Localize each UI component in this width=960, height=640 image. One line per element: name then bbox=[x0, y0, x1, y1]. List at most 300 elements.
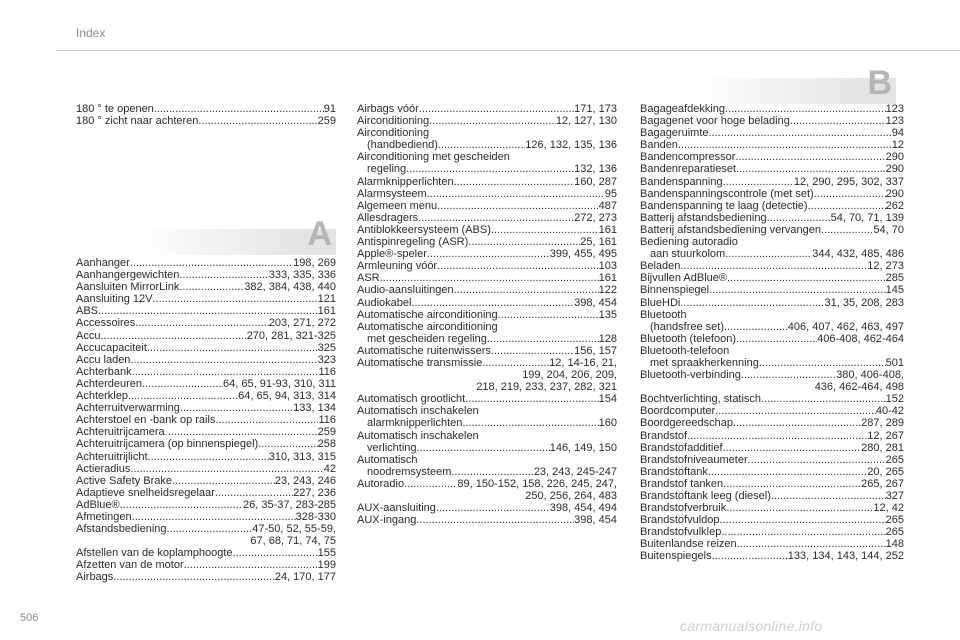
index-entry-pages: 89, 150-152, 158, 226, 245, 247, bbox=[457, 477, 617, 490]
index-entry-line bbox=[640, 369, 904, 381]
index-entry bbox=[640, 490, 904, 502]
index-entry-line bbox=[640, 248, 904, 260]
index-entry-pages: 54, 70 bbox=[873, 223, 904, 236]
index-entry-line bbox=[357, 478, 617, 490]
index-entry bbox=[357, 405, 617, 429]
index-entry-label: Automatisch grootlicht bbox=[357, 393, 466, 406]
index-entry-line bbox=[76, 330, 336, 342]
index-entry-pages: 399, 455, 495 bbox=[549, 248, 617, 261]
index-entry bbox=[640, 151, 904, 163]
index-entry bbox=[357, 200, 617, 212]
index-entry-line bbox=[76, 317, 336, 329]
index-entry-pages: 280, 281 bbox=[861, 441, 904, 454]
index-entry-line bbox=[357, 103, 617, 115]
index-entry bbox=[76, 354, 336, 366]
index-entry-pages: 95 bbox=[604, 187, 617, 200]
index-entry-title: Bluetooth-telefoon bbox=[640, 344, 730, 357]
index-entry-label: Achterruitverwarming bbox=[76, 402, 180, 415]
index-entry-pages: 24, 170, 177 bbox=[274, 571, 336, 584]
index-entry bbox=[640, 345, 904, 369]
dot-leader bbox=[130, 463, 323, 475]
page-number: 506 bbox=[20, 612, 39, 624]
dot-leader bbox=[736, 163, 886, 175]
dot-leader bbox=[708, 466, 867, 478]
dot-leader bbox=[179, 281, 244, 293]
index-entry bbox=[640, 224, 904, 236]
index-entry bbox=[640, 284, 904, 296]
index-entry-pages: 135 bbox=[598, 308, 617, 321]
index-entry-line bbox=[76, 293, 336, 305]
index-entry-line bbox=[640, 188, 904, 200]
index-entry-pages: 258 bbox=[317, 438, 336, 451]
index-entry-label: Brandstoftank bbox=[640, 465, 708, 478]
dot-leader bbox=[725, 103, 886, 115]
index-entry-line bbox=[357, 224, 617, 236]
index-entry-line bbox=[640, 333, 904, 345]
index-column-1 bbox=[76, 257, 336, 584]
index-entry-line bbox=[640, 478, 904, 490]
index-entry-label: Bluetooth (telefoon) bbox=[640, 332, 737, 345]
index-entry-pages: 128 bbox=[598, 332, 617, 345]
dot-leader bbox=[215, 487, 293, 499]
index-entry-pages: 12, 273 bbox=[867, 260, 904, 273]
index-entry-label: AUX-aansluiting bbox=[357, 502, 436, 515]
dot-leader bbox=[148, 451, 269, 463]
index-entry-line bbox=[640, 212, 904, 224]
index-entry-pages: 12, 267 bbox=[867, 429, 904, 442]
index-entry bbox=[76, 451, 336, 463]
index-entry-pages: 156, 157 bbox=[574, 344, 617, 357]
dot-leader bbox=[215, 414, 318, 426]
index-entry-line bbox=[76, 103, 336, 115]
index-entry-line bbox=[357, 357, 617, 369]
index-entry-line bbox=[76, 281, 336, 293]
index-entry bbox=[76, 487, 336, 499]
watermark: carmanualsonline.info bbox=[680, 618, 823, 634]
dot-leader bbox=[733, 417, 861, 429]
index-entry-title: Bediening autoradio bbox=[640, 236, 738, 249]
index-entry-label: Bandenspanning te laag (detectie) bbox=[640, 199, 808, 212]
index-entry bbox=[76, 342, 336, 354]
index-entry-label: Binnenspiegel bbox=[640, 284, 710, 297]
dot-leader bbox=[723, 478, 861, 490]
index-entry-pages: 152 bbox=[885, 393, 904, 406]
dot-leader bbox=[736, 333, 817, 345]
index-entry-pages: 327 bbox=[885, 490, 904, 502]
index-entry-label: Buitenlandse reizen bbox=[640, 538, 737, 551]
dot-leader bbox=[142, 378, 223, 390]
index-entry bbox=[357, 188, 617, 200]
index-column-1-top bbox=[76, 103, 336, 127]
dot-leader bbox=[741, 369, 836, 381]
index-entry-line bbox=[640, 454, 904, 466]
index-entry-label: Afzetten van de motor bbox=[76, 559, 184, 572]
dot-leader bbox=[712, 550, 788, 562]
index-entry-pages-cont: 250, 256, 264, 483 bbox=[525, 490, 617, 502]
index-entry-label: Boordcomputer bbox=[640, 405, 716, 418]
dot-leader bbox=[723, 176, 794, 188]
dot-leader bbox=[437, 260, 599, 272]
index-entry bbox=[357, 248, 617, 260]
index-entry-line bbox=[357, 236, 617, 248]
dot-leader bbox=[680, 260, 867, 272]
index-entry-pages: 12 bbox=[891, 139, 904, 152]
index-entry bbox=[357, 321, 617, 345]
index-entry-label: Brandstof bbox=[640, 429, 688, 442]
index-entry-pages: 290 bbox=[885, 163, 904, 176]
index-entry-label: Boordgereedschap bbox=[640, 417, 733, 430]
section-header-b bbox=[700, 64, 896, 104]
index-entry-line bbox=[357, 284, 617, 296]
index-entry-line bbox=[357, 163, 617, 175]
index-entry-pages-cont: 218, 219, 233, 237, 282, 321 bbox=[476, 381, 617, 394]
index-entry-line bbox=[76, 451, 336, 463]
index-entry-label: Alarmknipperlichten bbox=[357, 175, 454, 188]
index-entry bbox=[640, 430, 904, 442]
index-entry-line bbox=[357, 442, 617, 454]
index-entry-line bbox=[640, 200, 904, 212]
index-entry-pages: 285 bbox=[885, 272, 904, 285]
dot-leader bbox=[100, 330, 246, 342]
index-entry bbox=[357, 345, 617, 357]
index-entry bbox=[640, 103, 904, 115]
index-entry-line bbox=[640, 115, 904, 127]
index-entry bbox=[640, 466, 904, 478]
index-entry bbox=[357, 151, 617, 175]
index-entry bbox=[640, 309, 904, 333]
index-entry-line bbox=[357, 139, 617, 151]
dot-leader bbox=[438, 139, 525, 151]
index-entry-pages: 161 bbox=[598, 272, 617, 285]
index-entry-pages: 406, 407, 462, 463, 497 bbox=[787, 320, 904, 333]
index-entry-pages: 161 bbox=[598, 223, 617, 236]
index-entry-label: Automatische transmissie bbox=[357, 356, 483, 369]
index-entry-line bbox=[640, 103, 904, 115]
index-entry-pages: 398, 454, 494 bbox=[549, 502, 617, 515]
index-entry-label: Audio-aansluitingen bbox=[357, 284, 454, 297]
index-entry bbox=[640, 526, 904, 538]
index-entry-title: Automatische airconditioning bbox=[357, 320, 498, 333]
index-entry-pages: 161 bbox=[317, 305, 336, 318]
index-entry-pages: 160, 287 bbox=[574, 175, 617, 188]
index-entry-label: Bluetooth-verbinding bbox=[640, 369, 741, 382]
index-entry-pages: 64, 65, 91-93, 310, 311 bbox=[223, 377, 336, 390]
index-entry-line bbox=[640, 163, 904, 175]
index-entry bbox=[357, 115, 617, 127]
index-entry-title: Automatisch inschakelen bbox=[357, 429, 479, 442]
index-entry-pages: 398, 454 bbox=[574, 514, 617, 527]
index-entry-line bbox=[640, 502, 904, 514]
index-entry bbox=[640, 442, 904, 454]
dot-leader bbox=[737, 538, 886, 550]
index-entry bbox=[76, 317, 336, 329]
index-entry-line bbox=[357, 176, 617, 188]
index-entry-pages: 160 bbox=[598, 417, 617, 430]
index-entry bbox=[357, 260, 617, 272]
dot-leader bbox=[491, 224, 599, 236]
dot-leader bbox=[411, 297, 574, 309]
dot-leader bbox=[721, 526, 885, 538]
index-entry bbox=[357, 176, 617, 188]
section-header-fade bbox=[700, 78, 866, 104]
index-entry bbox=[76, 402, 336, 414]
index-entry-label: Achteruitrijlicht bbox=[76, 450, 148, 463]
index-entry-line bbox=[76, 523, 336, 535]
dot-leader bbox=[198, 115, 317, 127]
dot-leader bbox=[451, 466, 533, 478]
index-entry-label: met gescheiden regeling bbox=[367, 332, 487, 345]
index-entry-label: Brandstofadditief bbox=[640, 441, 723, 454]
index-entry-pages: 265 bbox=[885, 514, 904, 527]
index-entry bbox=[640, 297, 904, 309]
index-entry bbox=[76, 269, 336, 281]
index-entry-line bbox=[357, 260, 617, 272]
index-entry-label: (handsfree set) bbox=[650, 320, 724, 333]
index-entry-label: Achteruitrijcamera bbox=[76, 426, 165, 439]
dot-leader bbox=[427, 248, 550, 260]
index-entry-pages: 203, 271, 272 bbox=[268, 317, 336, 330]
dot-leader bbox=[454, 284, 599, 296]
index-entry-line bbox=[76, 354, 336, 366]
index-entry-line bbox=[76, 305, 336, 317]
index-entry-pages: 25, 161 bbox=[580, 236, 617, 249]
index-entry-pages: 310, 313, 315 bbox=[268, 450, 336, 463]
index-entry-label: Bochtverlichting, statisch bbox=[640, 393, 762, 406]
index-entry-label: Banden bbox=[640, 139, 678, 152]
dot-leader bbox=[724, 321, 788, 333]
dot-leader bbox=[687, 430, 867, 442]
index-entry-line bbox=[76, 378, 336, 390]
index-entry-line bbox=[76, 559, 336, 571]
index-entry-label: Buitenspiegels bbox=[640, 550, 712, 563]
index-entry-pages: 133, 134, 143, 144, 252 bbox=[787, 550, 904, 563]
index-entry-label: Alarmsysteem bbox=[357, 187, 427, 200]
index-entry bbox=[76, 463, 336, 475]
index-entry-label: Accucapaciteit bbox=[76, 341, 147, 354]
index-entry bbox=[357, 127, 617, 151]
dot-leader bbox=[468, 236, 580, 248]
index-column-3 bbox=[640, 103, 904, 563]
index-entry-label: Aanhangergewichten bbox=[76, 269, 180, 282]
index-entry-label: Airbags vóór bbox=[357, 103, 419, 115]
dot-leader bbox=[179, 269, 268, 281]
index-entry-line bbox=[76, 438, 336, 450]
index-entry-label: Bagageruimte bbox=[640, 127, 709, 140]
dot-leader bbox=[491, 345, 574, 357]
index-entry bbox=[357, 430, 617, 454]
dot-leader bbox=[735, 151, 885, 163]
index-entry-label: Antiblokkeersysteem (ABS) bbox=[357, 223, 491, 236]
dot-leader bbox=[113, 571, 275, 583]
index-entry bbox=[357, 297, 617, 309]
index-entry-pages: 123 bbox=[885, 115, 904, 128]
index-entry-line bbox=[357, 514, 617, 526]
dot-leader bbox=[120, 499, 243, 511]
index-entry bbox=[640, 550, 904, 562]
section-header-a bbox=[140, 215, 336, 255]
index-entry-line bbox=[640, 514, 904, 526]
index-entry-label: Apple®-speler bbox=[357, 248, 427, 261]
index-entry-line bbox=[640, 550, 904, 562]
index-entry-label: Actieradius bbox=[76, 462, 131, 475]
index-entry bbox=[357, 212, 617, 224]
index-column-2 bbox=[357, 103, 617, 526]
index-entry-line bbox=[76, 571, 336, 583]
index-entry-pages: 333, 335, 336 bbox=[268, 269, 336, 282]
index-entry-pages: 23, 243, 246 bbox=[274, 474, 336, 487]
index-entry-label: Brandstofverbruik bbox=[640, 502, 727, 515]
index-entry-line bbox=[357, 393, 617, 405]
dot-leader bbox=[152, 293, 317, 305]
index-entry-label: Accu laden bbox=[76, 353, 131, 366]
index-entry-label: Bandenreparatieset bbox=[640, 163, 737, 176]
index-entry bbox=[76, 414, 336, 426]
index-entry-label: Afstellen van de koplamphoogte bbox=[76, 547, 233, 560]
index-entry-label: Afmetingen bbox=[76, 510, 132, 523]
index-entry-line bbox=[76, 414, 336, 426]
index-entry bbox=[640, 514, 904, 526]
dot-leader bbox=[429, 115, 556, 127]
index-entry bbox=[357, 478, 617, 502]
index-entry bbox=[357, 224, 617, 236]
index-entry-line bbox=[640, 272, 904, 284]
dot-leader bbox=[454, 176, 575, 188]
index-entry-label: Algemeen menu bbox=[357, 199, 438, 212]
index-entry-label: aan stuurkolom bbox=[650, 248, 726, 261]
index-entry-line bbox=[357, 272, 617, 284]
index-entry bbox=[640, 260, 904, 272]
index-entry-label: Automatische ruitenwissers bbox=[357, 344, 491, 357]
dot-leader bbox=[498, 309, 599, 321]
index-entry-line bbox=[640, 260, 904, 272]
index-entry-line bbox=[640, 127, 904, 139]
index-entry-line bbox=[76, 547, 336, 559]
dot-leader bbox=[727, 272, 886, 284]
dot-leader bbox=[436, 502, 550, 514]
index-entry-label: Accessoires bbox=[76, 317, 136, 330]
index-entry bbox=[640, 127, 904, 139]
index-entry-line bbox=[640, 297, 904, 309]
index-entry-pages: 123 bbox=[885, 103, 904, 115]
index-entry-pages: 265, 267 bbox=[861, 477, 904, 490]
index-entry-pages: 155 bbox=[317, 547, 336, 560]
index-entry-label: Aansluiting 12V bbox=[76, 293, 153, 306]
index-entry-label: Autoradio bbox=[357, 477, 405, 490]
index-entry-line bbox=[76, 342, 336, 354]
index-entry-line bbox=[640, 393, 904, 405]
dot-leader bbox=[406, 163, 574, 175]
index-entry-pages: 145 bbox=[885, 284, 904, 297]
index-entry-label: verlichting bbox=[367, 441, 417, 454]
index-entry-line bbox=[640, 417, 904, 429]
index-entry bbox=[640, 538, 904, 550]
dot-leader bbox=[771, 490, 886, 502]
index-entry bbox=[76, 305, 336, 317]
index-entry-label: Bandenspanningscontrole (met set) bbox=[640, 187, 814, 200]
index-entry bbox=[640, 115, 904, 127]
index-entry-line bbox=[76, 257, 336, 269]
index-entry-line bbox=[640, 176, 904, 188]
index-entry-pages-cont: 67, 68, 71, 74, 75 bbox=[250, 535, 336, 548]
dot-leader bbox=[147, 342, 318, 354]
index-entry-line bbox=[76, 115, 336, 127]
index-entry bbox=[357, 309, 617, 321]
index-entry-line bbox=[76, 402, 336, 414]
section-letter-a: A bbox=[307, 215, 332, 253]
index-entry bbox=[640, 176, 904, 188]
index-entry-title: Airconditioning bbox=[357, 127, 430, 140]
index-entry-line bbox=[357, 248, 617, 260]
index-entry-pages: 146, 149, 150 bbox=[549, 441, 617, 454]
index-entry-pages: 12, 14-16, 21, bbox=[549, 356, 617, 369]
index-entry-line bbox=[640, 139, 904, 151]
index-entry-line bbox=[76, 426, 336, 438]
index-entry-label: 180 ° te openen bbox=[76, 103, 154, 115]
dot-leader bbox=[167, 523, 253, 535]
index-entry bbox=[76, 115, 336, 127]
index-entry-pages: 272, 273 bbox=[574, 211, 617, 224]
index-entry-title: Automatisch bbox=[357, 453, 418, 466]
index-entry-line bbox=[640, 151, 904, 163]
index-entry-label: (handbediend) bbox=[367, 139, 438, 152]
index-entry-pages: 12, 127, 130 bbox=[555, 115, 617, 128]
index-entry bbox=[76, 475, 336, 487]
index-entry-pages: 344, 432, 485, 486 bbox=[812, 248, 904, 261]
index-entry-label: Automatische airconditioning bbox=[357, 308, 498, 321]
index-entry-pages: 148 bbox=[885, 538, 904, 551]
section-header-fade bbox=[140, 229, 306, 255]
index-entry-pages: 122 bbox=[598, 284, 617, 297]
index-entry-title: Airconditioning met gescheiden bbox=[357, 151, 510, 164]
index-entry-label: Batterij afstandsbediening bbox=[640, 211, 767, 224]
index-entry-line bbox=[357, 502, 617, 514]
index-entry-label: Achterstoel en -bank op rails bbox=[76, 414, 216, 427]
dot-leader bbox=[130, 354, 317, 366]
index-entry bbox=[640, 188, 904, 200]
index-entry-pages: 259 bbox=[317, 426, 336, 439]
index-entry-pages: 12, 290, 295, 302, 337 bbox=[793, 175, 904, 188]
index-entry-line bbox=[357, 115, 617, 127]
index-entry-pages: 116 bbox=[318, 414, 336, 427]
index-entry-pages-cont: 436, 462-464, 498 bbox=[814, 381, 904, 394]
dot-leader bbox=[154, 103, 324, 115]
index-entry bbox=[76, 559, 336, 571]
index-entry-label: ABS bbox=[76, 305, 99, 318]
index-entry-line bbox=[76, 366, 336, 378]
index-entry bbox=[357, 236, 617, 248]
index-entry-pages: 270, 281, 321-325 bbox=[246, 329, 336, 342]
dot-leader bbox=[184, 559, 318, 571]
index-entry bbox=[76, 330, 336, 342]
header-divider bbox=[56, 50, 960, 51]
index-entry bbox=[357, 272, 617, 284]
index-entry-pages: 198, 269 bbox=[293, 257, 336, 269]
index-entry-line bbox=[640, 490, 904, 502]
index-entry-label: alarmknipperlichten bbox=[367, 417, 463, 430]
dot-leader bbox=[821, 224, 873, 236]
index-entry-label: regeling bbox=[367, 163, 407, 176]
index-entry bbox=[76, 438, 336, 450]
dot-leader bbox=[790, 115, 886, 127]
index-entry bbox=[640, 502, 904, 514]
index-entry-line bbox=[357, 466, 617, 478]
index-entry-label: Allesdragers bbox=[357, 211, 419, 224]
dot-leader bbox=[419, 103, 574, 115]
index-entry bbox=[640, 369, 904, 393]
index-entry bbox=[76, 378, 336, 390]
index-entry-label: met spraakherkenning bbox=[650, 356, 759, 369]
index-entry-line bbox=[640, 526, 904, 538]
